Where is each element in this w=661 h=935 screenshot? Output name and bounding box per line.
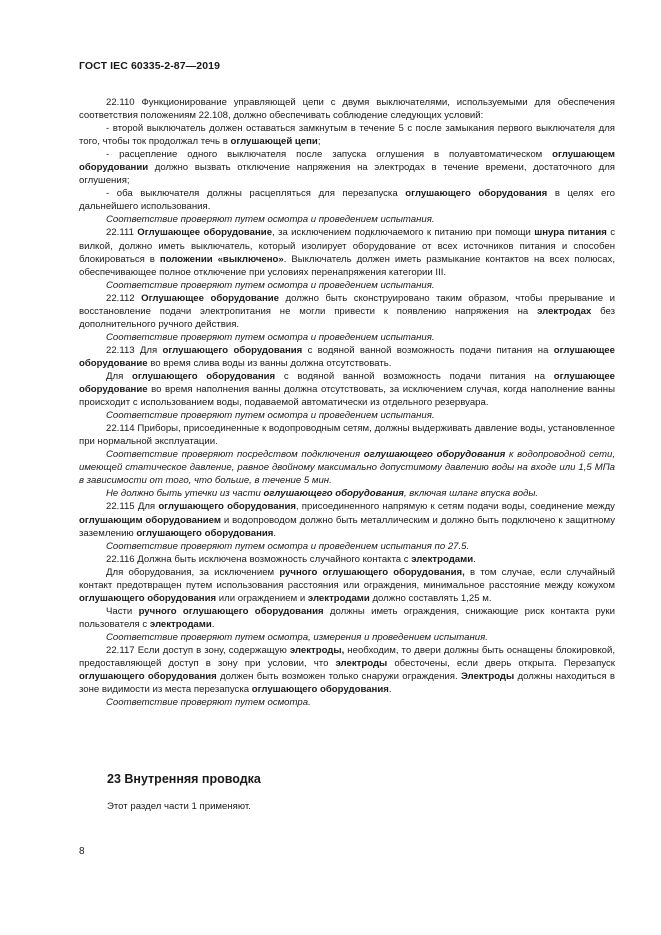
text-run: - второй выключатель должен оставаться замкнутым в течение 5 с после замыкания первого выключателя для того, чтобы ток продолжал течь в bbox=[79, 123, 615, 148]
term-bold: оглушающего оборудования bbox=[158, 501, 296, 513]
text-run: в целях его дальнейшего использования. bbox=[79, 188, 615, 213]
text-run: и водопроводом должно быть металлическим и должно быть подключено к защитному заземлению bbox=[79, 514, 615, 539]
text-run: . bbox=[211, 618, 215, 630]
text-run: 22.116 Должна быть исключена возможность случайного контакта с bbox=[106, 553, 412, 565]
term-bold: оглушающем оборудовании bbox=[79, 149, 615, 174]
term-bold: электродами bbox=[307, 592, 370, 604]
term-bold: оглушающего оборудования bbox=[136, 527, 274, 539]
text-run: Не должно быть утечки из части bbox=[106, 488, 264, 500]
term-bold: оглушающего оборудования bbox=[251, 684, 389, 696]
paragraph bbox=[79, 540, 615, 553]
paragraph bbox=[79, 566, 615, 605]
text-run: Для оборудования, за исключением bbox=[106, 566, 280, 578]
text-run: с водяной ванной возможность подачи питания на bbox=[302, 344, 554, 356]
paragraph bbox=[79, 344, 615, 370]
paragraph bbox=[79, 96, 615, 122]
paragraph bbox=[79, 370, 615, 409]
text-run: 22.110 Функционирование управляющей цепи с двумя выключателями, используемыми для обеспечения соответствия положениям 22.108, должно обеспечивать соблюдение следующих условий: bbox=[79, 97, 615, 122]
text-run: Соответствие проверяют путем осмотра и проведением испытания. bbox=[106, 331, 435, 343]
term-bold: электродами bbox=[149, 618, 212, 630]
term-bold: Электроды bbox=[460, 671, 515, 683]
text-run: , за исключением подключаемого к питанию при помощи bbox=[272, 227, 535, 239]
document-body bbox=[79, 96, 615, 709]
text-run: 22.111 bbox=[106, 227, 138, 239]
term-bold: шнура питания bbox=[534, 227, 607, 239]
text-run: или ограждением и bbox=[216, 592, 308, 604]
paragraph bbox=[79, 279, 615, 292]
text-run: во время наполнения ванны должна отсутствовать, за исключением случая, когда наполнение ванны происходит с использованием воды, подаваемой автоматически из отдельного резервуара. bbox=[79, 384, 615, 409]
paragraph bbox=[79, 331, 615, 344]
term-bold: оглушающей цепи bbox=[230, 136, 318, 148]
text-run: , включая шланг впуска воды. bbox=[403, 488, 539, 500]
term-bold: оглушающее оборудование bbox=[79, 370, 615, 396]
text-run: должно составлять 1,25 м. bbox=[369, 592, 492, 604]
paragraph bbox=[79, 631, 615, 644]
text-run: 22.117 Если доступ в зону, содержащую bbox=[106, 644, 290, 656]
term-bold: оглушающего оборудования bbox=[79, 671, 217, 683]
term-bold: оглушающее оборудование bbox=[79, 344, 615, 369]
text-run: Соответствие проверяют путем осмотра и проведением испытания по 27.5. bbox=[106, 540, 470, 552]
text-run: с водяной ванной возможность подачи питания на bbox=[275, 370, 554, 382]
paragraph bbox=[79, 448, 615, 487]
term-bold: электродами bbox=[411, 553, 474, 565]
term-bold: оглушающего оборудования bbox=[79, 592, 217, 604]
text-run: ; bbox=[317, 136, 321, 148]
text-run: обесточены, если дверь открыта. Перезапуск bbox=[387, 658, 616, 670]
text-run: в том случае, если случайный контакт предотвращен путем использования расстояния или ограждения, минимальное расстояние между кожухом bbox=[79, 566, 615, 591]
term-bold: электродах bbox=[537, 305, 592, 317]
text-run: . bbox=[388, 684, 392, 696]
text-run: должно вызвать отключение напряжения на электродах в течение времени, достаточного для оглушения; bbox=[79, 162, 615, 187]
text-run: , присоединенного напрямую к сетям подачи воды, соединение между bbox=[295, 501, 615, 513]
paragraph bbox=[79, 605, 615, 631]
term-bold: ручного оглушающего оборудования, bbox=[279, 566, 465, 578]
term-bold: электроды bbox=[335, 658, 388, 670]
text-run: должно быть сконструировано таким образом, чтобы прерывание и восстановление подачи электропитания не могли привести к появлению напряжения на bbox=[79, 292, 616, 317]
text-run: Соответствие проверяют путем осмотра и проведением испытания. bbox=[106, 214, 435, 226]
term-bold: ручного оглушающего оборудования bbox=[138, 605, 324, 617]
term-bold: положении «выключено» bbox=[159, 253, 284, 265]
text-run: должны находиться в зоне видимости из места перезапуска bbox=[79, 671, 615, 696]
term-bold: оглушающего оборудования bbox=[405, 188, 548, 200]
text-run: должен быть возможен только снаружи ограждения. bbox=[216, 671, 461, 683]
text-run: Соответствие проверяют посредством подключения bbox=[106, 449, 364, 461]
text-run: Соответствие проверяют путем осмотра. bbox=[106, 697, 311, 709]
paragraph bbox=[79, 553, 615, 566]
paragraph bbox=[79, 213, 615, 226]
text-run: Соответствие проверяют путем осмотра и проведением испытания. bbox=[106, 410, 435, 422]
term-bold: оглушающего оборудования bbox=[263, 488, 404, 500]
paragraph bbox=[79, 500, 615, 539]
text-run: к водопроводной сети, имеющей статическое давление, равное двойному максимально допустимому давлению воды на входе или 1,5 МПа в зависимости от того, что больше, в течение 5 мин. bbox=[79, 449, 615, 487]
paragraph bbox=[79, 187, 615, 213]
section-title: 23 Внутренняя проводка bbox=[107, 772, 261, 786]
text-run: . bbox=[273, 527, 277, 539]
text-run: Части bbox=[106, 605, 139, 617]
term-bold: оглушающим оборудованием bbox=[79, 514, 221, 526]
page-number: 8 bbox=[79, 846, 85, 857]
term-bold: Оглушающее оборудование bbox=[141, 292, 280, 304]
paragraph bbox=[79, 226, 615, 278]
text-run: необходим, то двери должны быть оснащены блокировкой, предоставляющей доступ в зону при условии, что bbox=[79, 644, 615, 670]
text-run: с вилкой, должно иметь выключатель, который изолирует оборудование от всех источников питания и способен блокироваться в bbox=[79, 227, 615, 265]
text-run: 22.113 Для bbox=[106, 344, 163, 356]
text-run: Соответствие проверяют путем осмотра, измерения и проведением испытания. bbox=[106, 631, 488, 643]
text-run: . bbox=[473, 553, 476, 565]
paragraph bbox=[79, 409, 615, 422]
paragraph bbox=[79, 487, 615, 500]
text-run: без дополнительного ручного действия. bbox=[79, 305, 615, 330]
term-bold: оглушающего оборудования bbox=[132, 370, 276, 382]
text-run: - оба выключателя должны расцепляться для перезапуска bbox=[106, 188, 406, 200]
term-bold: оглушающего оборудования bbox=[162, 344, 303, 356]
section-text: Этот раздел части 1 применяют. bbox=[107, 801, 251, 812]
term-bold: оглушающего оборудования bbox=[363, 449, 506, 461]
term-bold: электроды, bbox=[289, 644, 345, 656]
text-run: должны иметь ограждения, снижающие риск контакта руки пользователя с bbox=[79, 605, 615, 630]
paragraph bbox=[79, 644, 615, 696]
text-run: во время слива воды из ванны должна отсутствовать. bbox=[147, 357, 392, 369]
document-header: ГОСТ IEC 60335-2-87—2019 bbox=[79, 60, 221, 72]
paragraph bbox=[79, 292, 615, 331]
paragraph bbox=[79, 122, 615, 148]
text-run: 22.114 Приборы, присоединенные к водопроводным сетям, должны выдерживать давление воды, установленное при нормальной эксплуатации. bbox=[79, 423, 615, 448]
term-bold: Оглушающее оборудование bbox=[137, 227, 273, 239]
text-run: - расцепление одного выключателя после запуска оглушения в полуавтоматическом bbox=[106, 149, 553, 161]
text-run: 22.115 Для bbox=[106, 501, 159, 513]
text-run: 22.112 bbox=[106, 292, 142, 304]
text-run: . Выключатель должен иметь размыкание контактов на всех полюсах, обеспечивающее полное отключение при условиях перенапряжения категории III. bbox=[79, 253, 615, 278]
paragraph bbox=[79, 422, 615, 448]
paragraph bbox=[79, 148, 615, 187]
text-run: Для bbox=[106, 370, 132, 382]
text-run: Соответствие проверяют путем осмотра и проведением испытания. bbox=[106, 279, 435, 291]
paragraph bbox=[79, 696, 615, 709]
